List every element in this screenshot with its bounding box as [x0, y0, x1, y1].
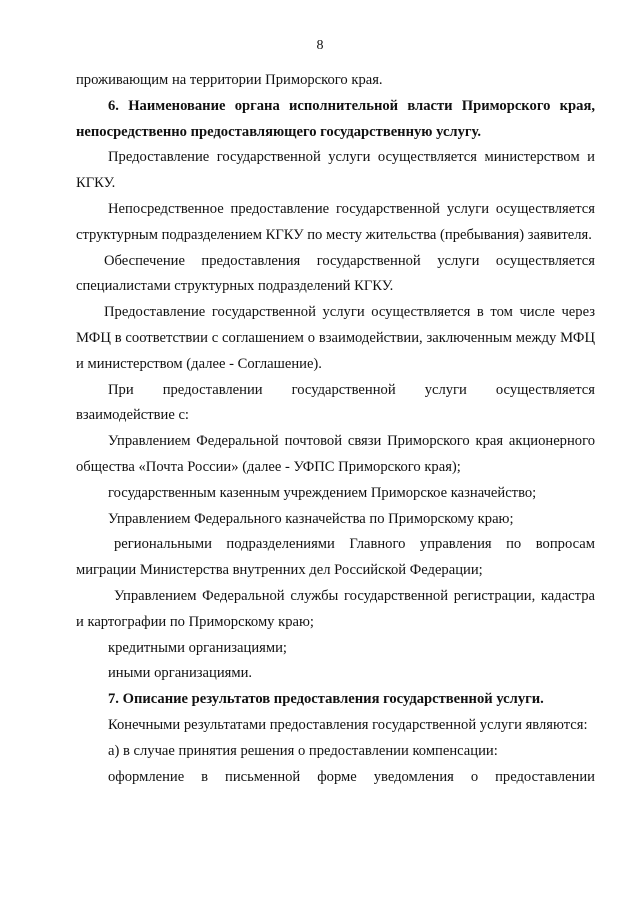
paragraph-case-a: а) в случае принятия решения о предоставлении компенсации:: [108, 742, 498, 759]
list-item-registration: Управлением Федеральной службы государственной регистрации, кадастра и картографии по Приморскому краю;: [76, 587, 595, 630]
list-item-credit: кредитными организациями;: [108, 639, 287, 656]
list-item-migration: региональными подразделениями Главного управления по вопросам миграции Министерства внутренних дел Российской Федерации;: [76, 536, 595, 579]
paragraph-interaction-intro: При предоставлении государственной услуги осуществляется взаимодействие с:: [76, 381, 595, 424]
document-body: [76, 68, 595, 790]
section-7-heading: 7. Описание результатов предоставления государственной услуги.: [108, 691, 544, 708]
paragraph-direct-provision: Непосредственное предоставление государственной услуги осуществляется структурным подразделением КГКУ по месту жительства (пребывания) заявителя.: [76, 200, 595, 243]
list-item-federal-treasury: Управлением Федерального казначейства по Приморскому краю;: [108, 510, 514, 527]
list-item-post: Управлением Федеральной почтовой связи Приморского края акционерного общества «Почта России» (далее - УФПС Приморского края);: [76, 433, 595, 475]
paragraph-results: Конечными результатами предоставления государственной услуги являются:: [108, 716, 588, 733]
paragraph-continuation: проживающим на территории Приморского края.: [76, 72, 383, 88]
section-6-heading: 6. Наименование органа исполнительной власти Приморского края, непосредственно предоставляющего государственную услугу.: [76, 97, 595, 140]
paragraph-provider: Предоставление государственной услуги осуществляется министерством и КГКУ.: [76, 149, 595, 192]
list-item-other: иными организациями.: [108, 665, 253, 682]
paragraph-mfc: Предоставление государственной услуги осуществляется в том числе через МФЦ в соответствии с соглашением о взаимодействии, заключенным между МФЦ и министерством (далее - Соглашение).: [76, 304, 595, 372]
paragraph-notification: оформление в письменной форме уведомления о предоставлении: [108, 768, 595, 785]
paragraph-support: Обеспечение предоставления государственной услуги осуществляется специалистами структурных подразделений КГКУ.: [76, 252, 595, 295]
list-item-treasury-institution: государственным казенным учреждением Приморское казначейство;: [108, 484, 537, 501]
page-number: 8: [316, 38, 324, 53]
